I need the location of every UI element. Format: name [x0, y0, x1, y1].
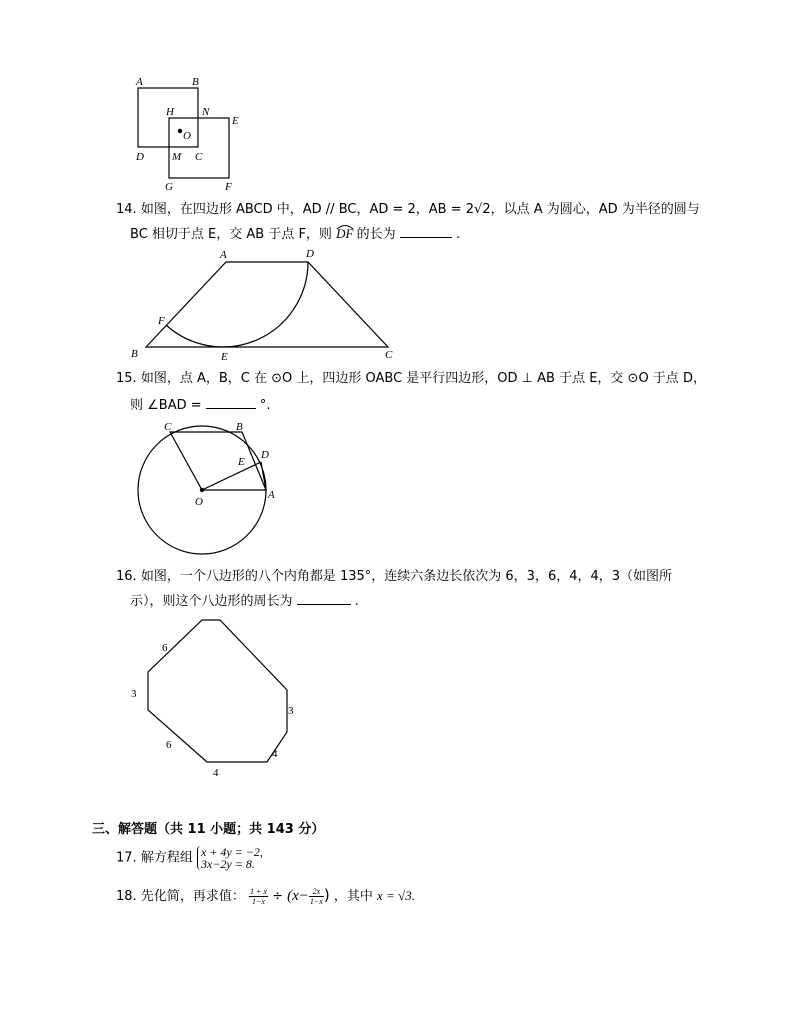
q14-answer-blank[interactable] — [400, 223, 452, 238]
q15-text-line1: 如图，点 A，B，C 在 ⊙O 上，四边形 OABC 是平行四边形，OD ⊥ AB 于点 E，交 ⊙O 于点 D， — [140, 371, 706, 386]
q15-answer-blank[interactable] — [206, 394, 256, 409]
q18-text-a: 先化简，再求值： — [140, 889, 245, 904]
q14-text-line2a: BC 相切于点 E，交 AB 于点 F，则 — [130, 227, 332, 242]
figure-squares — [128, 72, 252, 194]
side-label-4-right: 4 — [272, 748, 278, 760]
q16-number: 16. — [116, 569, 137, 584]
q16-text-line1: 如图，一个八边形的八个内角都是 135°，连续六条边长依次为 6，3，6，4，4，3（如图所 — [140, 569, 673, 584]
label-d: D — [136, 151, 144, 163]
fig15-label-d: D — [261, 449, 269, 461]
q14-text-line1: 如图，在四边形 ABCD 中，AD // BC，AD = 2，AB = 2√2，以点 A 为圆心，AD 为半径的圆与 — [140, 202, 700, 217]
label-a: A — [136, 76, 143, 88]
label-f: F — [225, 181, 232, 193]
label-b: B — [192, 76, 199, 88]
q15-line2 — [130, 394, 271, 418]
q16-text-line2a: 示），则这个八边形的周长为 — [130, 594, 293, 609]
label-e: E — [232, 115, 239, 127]
label-n: N — [202, 106, 210, 118]
q15-text-line2b: °. — [259, 398, 271, 413]
side-label-4-bottom: 4 — [213, 767, 219, 779]
q18-div: ÷ — [272, 889, 283, 904]
q18-frac1: $\frac{1 + x}{1-x}$ — [249, 887, 267, 906]
arc-fed — [166, 262, 308, 347]
q17-number: 17. — [116, 850, 137, 866]
q18-paren-close: ) — [323, 886, 330, 904]
q16-end: . — [354, 594, 359, 609]
q14-end: . — [455, 227, 461, 242]
label-o: O — [183, 130, 191, 142]
fig14-label-a: A — [220, 249, 227, 261]
label-c: C — [195, 151, 203, 163]
q14-line1 — [116, 198, 700, 222]
fig15-label-e: E — [238, 456, 245, 468]
label-h: H — [166, 106, 174, 118]
center-point-o — [178, 129, 182, 133]
q14-number: 14. — [116, 202, 137, 217]
q15-text-line2a: 则 ∠BAD = — [130, 398, 202, 413]
fig15-label-b: B — [236, 421, 243, 433]
q16-line2 — [130, 590, 359, 614]
q17-equation-system — [197, 846, 263, 870]
q18-number: 18. — [116, 889, 137, 904]
q14-text-line2b: 的长为 — [356, 227, 396, 242]
fig14-label-e: E — [221, 351, 228, 363]
segment-od — [202, 462, 261, 490]
square-efgh — [169, 118, 229, 178]
fig14-label-c: C — [385, 349, 393, 361]
figure-circle — [130, 418, 280, 558]
fig15-label-c: C — [164, 421, 172, 433]
side-label-6-bottom: 6 — [166, 739, 172, 751]
q16-line1 — [116, 565, 672, 589]
q17-eq2: 3x−2y = 8. — [200, 857, 255, 871]
q18-condition: x = √3. — [377, 888, 415, 903]
fig14-label-d: D — [306, 248, 314, 260]
q18 — [116, 883, 415, 909]
parallelogram-oabc — [170, 432, 266, 490]
side-label-6-top: 6 — [162, 642, 168, 654]
q18-text-b: ，其中 — [333, 889, 373, 904]
figure-octagon — [126, 614, 306, 784]
side-label-3-left: 3 — [131, 688, 137, 700]
fig14-label-f: F — [158, 315, 165, 327]
q16-answer-blank[interactable] — [297, 590, 351, 605]
q17-text: 解方程组 — [140, 850, 193, 866]
q17 — [116, 846, 263, 871]
section-title: 三、解答题（共 11 小题；共 143 分） — [92, 822, 325, 837]
label-m: M — [172, 151, 182, 163]
q18-paren-open: (x− — [287, 888, 309, 904]
q17-eq1: x + 4y = −2, — [200, 845, 263, 859]
q15-line1 — [116, 367, 706, 391]
label-g: G — [165, 181, 173, 193]
center-point — [200, 488, 204, 492]
fig14-label-b: B — [131, 348, 138, 360]
figure-trapezoid — [126, 244, 402, 366]
fig15-label-a: A — [268, 489, 275, 501]
q18-frac2: $\frac{2x}{1-x}$ — [309, 887, 323, 906]
segment-ad — [261, 462, 266, 490]
q15-number: 15. — [116, 371, 137, 386]
side-label-3-right: 3 — [288, 705, 294, 717]
q14-arc-df: DF — [336, 226, 354, 241]
fig15-label-o: O — [195, 496, 203, 508]
